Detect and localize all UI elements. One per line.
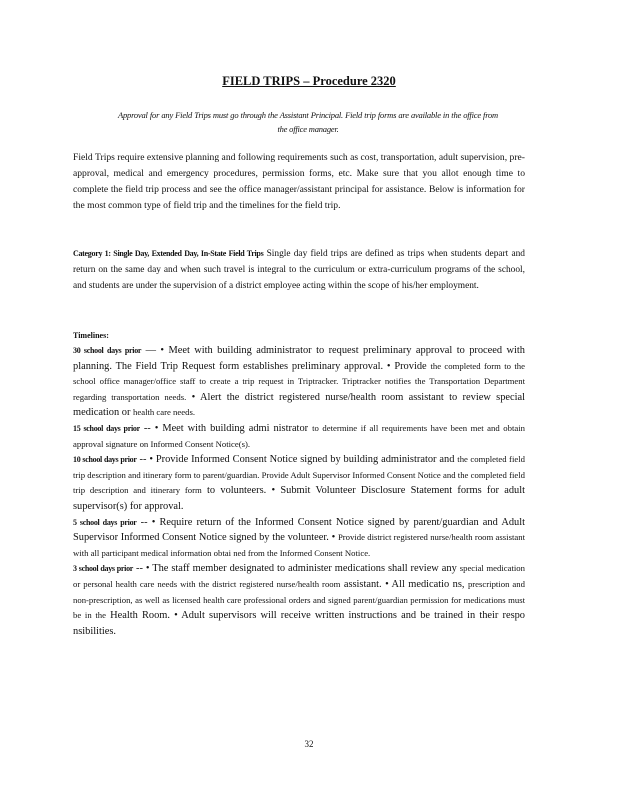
timeline-text-small: the completed form to the school office manager/office staff to create a trip request in Triptracker. Triptracker notifies the Transportation Department regarding transportation needs. xyxy=(73,360,525,402)
timelines-list xyxy=(73,343,525,639)
intro-paragraph: Field Trips require extensive planning and following requirements such as cost, transportation, adult supervision, pre-approval, medical and emergency procedures, permission forms, etc. Make sure that you allot enough time to complete the field trip process and see the office manager/assistant principal for assistance. Below is information for the most common type of field trip and the timelines for the field trip. xyxy=(73,152,525,211)
category-text: Single day field trips are defined as trips when students depart and return on the same day and when such travel is integral to the curriculum or extra-curriculum programs of the school, and students are under the supervision of a district employee acting within the scope of his/her employment. xyxy=(73,249,525,291)
category-label: Category 1: Single Day, Extended Day, In-State Field Trips xyxy=(73,249,264,258)
timeline-text: — • Meet with building administrator to request preliminary approval to proceed with planning. The Field Trip Request form establishes preliminary approval. • Provide xyxy=(73,345,525,372)
timeline-text-small: health care needs. xyxy=(133,407,196,418)
timeline-label: 15 school days prior xyxy=(73,423,140,433)
timeline-text-small: Provide district registered nurse/health room assistant with all participant medical information obtai ned from the Informed Consent Notice. xyxy=(73,532,525,558)
timeline-text-small: prescription and non-prescription, as well as licensed health care professional orders and signed parent/guardian permission for medications must be in the xyxy=(73,578,525,621)
timeline-label: 30 school days prior xyxy=(73,346,142,355)
timeline-text: assistant. • All medicatio ns, xyxy=(343,578,465,590)
title-text: FIELD TRIPS – Procedure 2320 xyxy=(222,74,396,88)
timeline-item xyxy=(73,561,525,639)
timeline-item xyxy=(73,515,525,562)
timeline-item xyxy=(73,421,525,452)
timeline-text: to volunteers. • Submit Volunteer Disclosure Statement forms for adult supervisor(s) for approval. xyxy=(73,485,525,512)
category-paragraph xyxy=(73,246,525,294)
timeline-item xyxy=(73,343,525,421)
approval-note: Approval for any Field Trips must go through the Assistant Principal. Field trip forms are available in the office from the office manager. xyxy=(118,110,498,134)
timeline-text: -- • Meet with building admi nistrator xyxy=(143,422,309,434)
timeline-label: 3 school days prior xyxy=(73,564,134,574)
timeline-text-small: special medication or personal health care needs with the district registered nurse/health room xyxy=(73,563,525,589)
timeline-text: -- • The staff member designated to administer medications shall review any xyxy=(135,563,457,575)
timelines-heading: Timelines: xyxy=(73,331,109,340)
timeline-text: • Alert the district registered nurse/health room assistant to review special medication or xyxy=(73,391,526,419)
timeline-text: -- • Require return of the Informed Consent Notice signed by parent/guardian and Adult Supervisor Informed Consent Notice signed by the volunteer. • xyxy=(73,516,525,544)
timeline-label: 5 school days prior xyxy=(73,517,137,527)
timeline-text: Health Room. • Adult supervisors will receive written instructions and be trained in their respo nsibilities. xyxy=(73,610,525,637)
timeline-label: 10 school days prior xyxy=(73,455,137,465)
timeline-text: -- • Provide Informed Consent Notice signed by building administrator and xyxy=(139,454,455,466)
page-number: 32 xyxy=(304,739,314,749)
timeline-text-small: the completed field trip description and itinerary form to parent/guardian. Provide Adult Supervisor Informed Consent Notice and the completed field trip description and itinerary form xyxy=(73,454,525,496)
timeline-item xyxy=(73,452,525,514)
page-title xyxy=(0,74,618,89)
timeline-text-small: to determine if all requirements have been met and obtain approval signature on Informed Consent Notice(s). xyxy=(73,422,525,449)
